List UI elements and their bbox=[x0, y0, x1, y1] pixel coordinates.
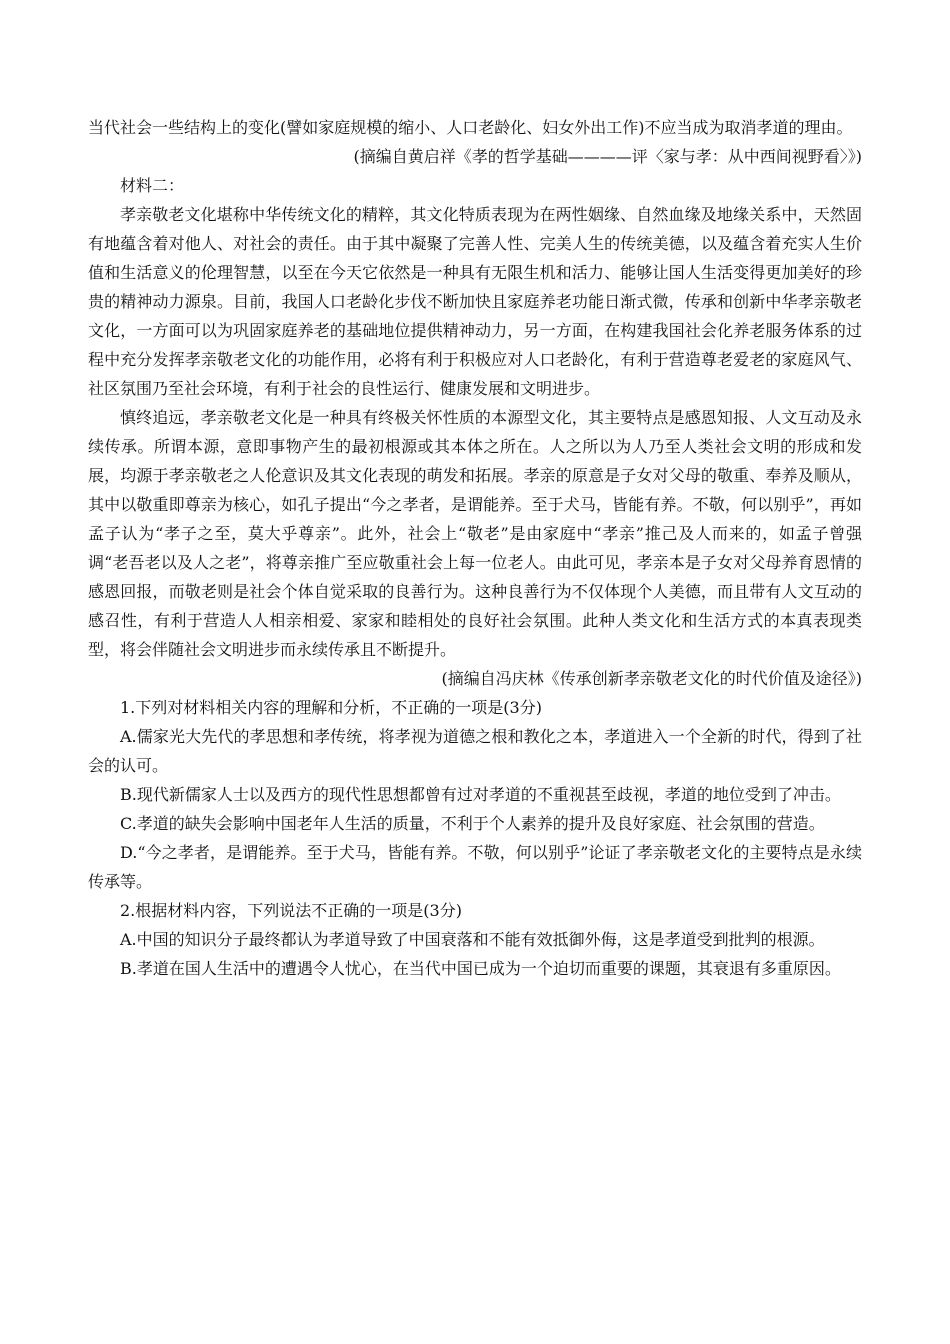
material1-tail-paragraph: 当代社会一些结构上的变化(譬如家庭规模的缩小、人口老龄化、妇女外出工作)不应当成为取消孝道的理由。 bbox=[88, 118, 853, 137]
material2-paragraph-2: 慎终追远，孝亲敬老文化是一种具有终极关怀性质的本源型文化，其主要特点是感恩知报、人文互动及永续传承。所谓本源，意即事物产生的最初根源或其本体之所在。人之所以为人乃至人类社会文明的形成和发展，均源于孝亲敬老之人伦意识及其文化表现的萌发和拓展。孝亲的原意是子女对父母的敬重、奉养及顺从，其中以敬重即尊亲为核心，如孔子提出“今之孝者，是谓能养。至于犬马，皆能有养。不敬，何以别乎”，再如孟子认为“孝子之至，莫大乎尊亲”。此外，社会上“敬老”是由家庭中“孝亲”推己及人而来的，如孟子曾强调“老吾老以及人之老”，将尊亲推广至应敬重社会上每一位老人。由此可见，孝亲本是子女对父母养育恩情的感恩回报，而敬老则是社会个体自觉采取的良善行为。这种良善行为不仅体现个人美德，而且带有人文互动的感召性，有利于营造人人相亲相爱、家家和睦相处的良好社会氛围。此种人类文化和生活方式的本真表现类型，将会伴随社会文明进步而永续传承且不断提升。 bbox=[88, 408, 862, 659]
question1-option-b: B.现代新儒家人士以及西方的现代性思想都曾有过对孝道的不重视甚至歧视，孝道的地位受到了冲击。 bbox=[120, 785, 841, 804]
material2-paragraph-1: 孝亲敬老文化堪称中华传统文化的精粹，其文化特质表现为在两性姻缘、自然血缘及地缘关系中，天然固有地蕴含着对他人、对社会的责任。由于其中凝聚了完善人性、完美人生的传统美德，以及蕴含着充实人生价值和生活意义的伦理智慧，以至在今天它依然是一种具有无限生机和活力、能够让国人生活变得更加美好的珍贵的精神动力源泉。目前，我国人口老龄化步伐不断加快且家庭养老功能日渐式微，传承和创新中华孝亲敬老文化，一方面可以为巩固家庭养老的基础地位提供精神动力，另一方面，在构建我国社会化养老服务体系的过程中充分发挥孝亲敬老文化的功能作用，必将有利于积极应对人口老龄化，有利于营造尊老爱老的家庭风气、社区氛围乃至社会环境，有利于社会的良性运行、健康发展和文明进步。 bbox=[88, 205, 862, 398]
question2-stem: 2.根据材料内容，下列说法不正确的一项是(3分) bbox=[120, 901, 462, 920]
question1-stem: 1.下列对材料相关内容的理解和分析，不正确的一项是(3分) bbox=[120, 698, 542, 717]
question1-option-a: A.儒家光大先代的孝思想和孝传统，将孝视为道德之根和教化之本，孝道进入一个全新的时代，得到了社会的认可。 bbox=[88, 727, 862, 775]
question2-option-b: B.孝道在国人生活中的遭遇令人忧心，在当代中国已成为一个迫切而重要的课题，其衰退有多重原因。 bbox=[120, 959, 841, 978]
question1-option-d: D.“今之孝者，是谓能养。至于犬马，皆能有养。不敬，何以别乎”论证了孝亲敬老文化的主要特点是永续传承等。 bbox=[88, 843, 862, 891]
material2-source: (摘编自冯庆林《传承创新孝亲敬老文化的时代价值及途径》) bbox=[441, 669, 862, 688]
material2-heading: 材料二： bbox=[120, 176, 185, 195]
material1-source: (摘编自黄启祥《孝的哲学基础————评〈家与孝：从中西间视野看〉》) bbox=[353, 147, 862, 166]
question1-option-c: C.孝道的缺失会影响中国老年人生活的质量，不利于个人素养的提升及良好家庭、社会氛围的营造。 bbox=[120, 814, 825, 833]
question2-option-a: A.中国的知识分子最终都认为孝道导致了中国衰落和不能有效抵御外侮，这是孝道受到批判的根源。 bbox=[120, 930, 825, 949]
document-page bbox=[88, 113, 862, 983]
